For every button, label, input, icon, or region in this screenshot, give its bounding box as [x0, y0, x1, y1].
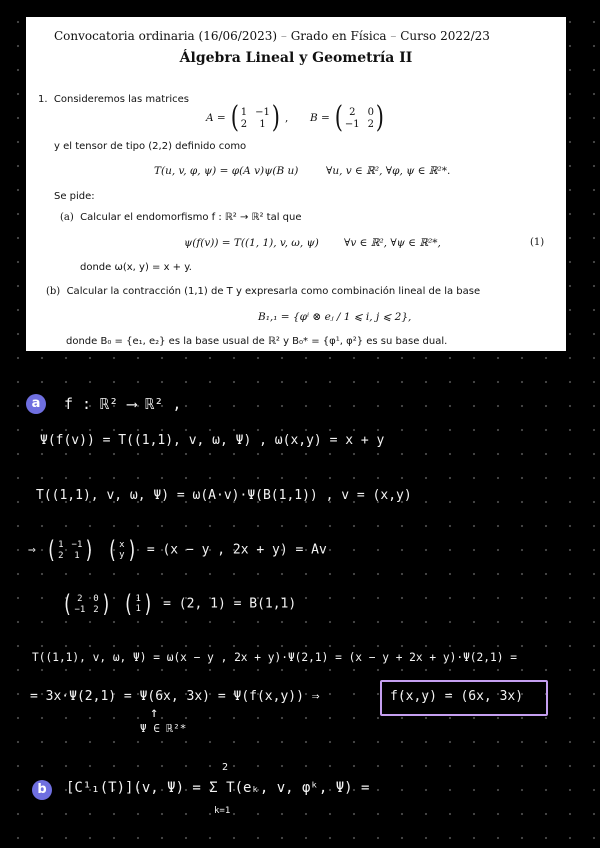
- matrix-cell: 2: [240, 118, 248, 130]
- matrix-b: B = ( 2 0 −1 2 ): [310, 100, 385, 135]
- se-pide: Se pide:: [54, 191, 95, 202]
- matrix-cell: 0: [367, 106, 375, 118]
- donde-basis: donde B₀ = {e₁, e₂} es la base usual de ℝ² y B₀* = {φ¹, φ²} es su base dual.: [66, 336, 448, 347]
- donde-omega: donde ω(x, y) = x + y.: [80, 262, 192, 273]
- note-line-7: = 3x·Ψ(2,1) = Ψ(6x, 3x) = Ψ(f(x,y)) ⇒: [30, 689, 320, 704]
- implies-arrow: ⇒: [28, 542, 36, 558]
- note-line-8: [C¹₁(T)](v, Ψ) = Σ T(eₖ, v, φᵏ, Ψ) =: [66, 780, 370, 796]
- matrix-cell: −1: [255, 106, 270, 118]
- matrix-a-label: A =: [206, 112, 226, 124]
- basis-formula: B₁,₁ = {φⁱ ⊗ eⱼ / 1 ⩽ i, j ⩽ 2},: [258, 311, 412, 323]
- header-separator: –: [390, 29, 397, 43]
- part-b-text: Calcular la contracción (1,1) de T y expresarla como combinación lineal de la base: [66, 286, 481, 297]
- matrix-b-label: B =: [310, 112, 330, 124]
- note-line-4-rest: = (x − y , 2x + y) = Av: [146, 542, 327, 558]
- answer-text: f(x,y) = (6x, 3x): [390, 689, 524, 704]
- header-grado: Grado en Física: [290, 29, 387, 43]
- note-line-5: ( 2 0 −1 2 ) ( 1 1 ) = (2, 1) = B(1,1): [62, 590, 297, 618]
- matrix-cell: 2: [93, 604, 99, 615]
- note-line-6: T((1,1), v, ω, Ψ) = ω(x − y , 2x + y)·Ψ(2,1) = (x − y + 2x + y)·Ψ(2,1) =: [32, 651, 517, 664]
- tensor-formula: T(u, v, φ, ψ) = φ(A v)ψ(B u): [154, 165, 299, 177]
- matrix-cell: 0: [93, 593, 99, 604]
- part-a-badge: a: [26, 394, 46, 414]
- header-separator: –: [280, 29, 287, 43]
- matrix-cell: 2: [77, 593, 83, 604]
- note-line-4: ⇒ ( 1 −1 2 1 ) ( x y ) = (x − y , 2x + y) = Av: [28, 536, 327, 564]
- matrix-cell: 1: [259, 118, 266, 130]
- problem-intro: [38, 94, 189, 105]
- part-a-formula: ψ(f(v)) = T((1, 1), v, ω, ψ): [184, 237, 319, 249]
- matrix-cell: 1: [74, 550, 80, 561]
- note-psi: Ψ ∈ ℝ²*: [140, 722, 187, 735]
- vector-cell: 1: [135, 604, 141, 614]
- matrix-cell: 1: [240, 106, 248, 118]
- vector-cell: y: [119, 550, 125, 560]
- exam-paper: [26, 17, 566, 351]
- note-line-5-rest: = (2, 1) = B(1,1): [163, 596, 297, 612]
- sum-lower: k=1: [214, 806, 231, 816]
- note-line-3: T((1,1), v, ω, Ψ) = ω(A·v)·Ψ(B(1,1)) , v = (x,y): [36, 488, 412, 503]
- note-line-1: f : ℝ² ⟶ ℝ² ,: [64, 395, 182, 413]
- matrix-cell: 2: [367, 118, 375, 130]
- vector-cell: x: [119, 540, 125, 550]
- sum-upper: 2: [222, 762, 229, 773]
- part-a-text: Calcular el endomorfismo f : ℝ² → ℝ² tal que: [80, 212, 302, 223]
- intro-text: Consideremos las matrices: [53, 94, 189, 105]
- part-a: [60, 212, 302, 223]
- matrix-cell: −1: [71, 539, 83, 550]
- matrix-cell: 2: [349, 106, 356, 118]
- matrix-cell: 2: [58, 550, 64, 561]
- part-b: [46, 286, 480, 297]
- matrix-cell: −1: [344, 118, 360, 130]
- part-b-badge: b: [32, 780, 52, 800]
- note-line-2: Ψ(f(v)) = T((1,1), v, ω, Ψ) , ω(x,y) = x + y: [40, 433, 385, 448]
- tensor-quantifier: ∀u, v ∈ ℝ², ∀φ, ψ ∈ ℝ²*.: [326, 165, 451, 177]
- problem-number: 1.: [38, 94, 48, 105]
- tensor-text: y el tensor de tipo (2,2) definido como: [54, 141, 247, 152]
- part-b-label: (b): [46, 286, 61, 297]
- equation-number: (1): [530, 237, 545, 248]
- part-a-label: (a): [60, 212, 74, 223]
- vector-cell: 1: [135, 594, 141, 604]
- matrix-cell: 1: [58, 539, 64, 550]
- exam-header: [54, 29, 490, 43]
- matrix-a: A = ( 1 −1 2 1 ) ,: [206, 100, 289, 135]
- part-a-quantifier: ∀v ∈ ℝ², ∀ψ ∈ ℝ²*,: [344, 237, 441, 249]
- subject-title: Álgebra Lineal y Geometría II: [179, 50, 413, 66]
- up-arrow-icon: ↑: [150, 705, 159, 721]
- header-curso: Curso 2022/23: [400, 29, 490, 43]
- header-convocatoria: Convocatoria ordinaria (16/06/2023): [54, 29, 278, 43]
- matrix-cell: −1: [74, 604, 86, 615]
